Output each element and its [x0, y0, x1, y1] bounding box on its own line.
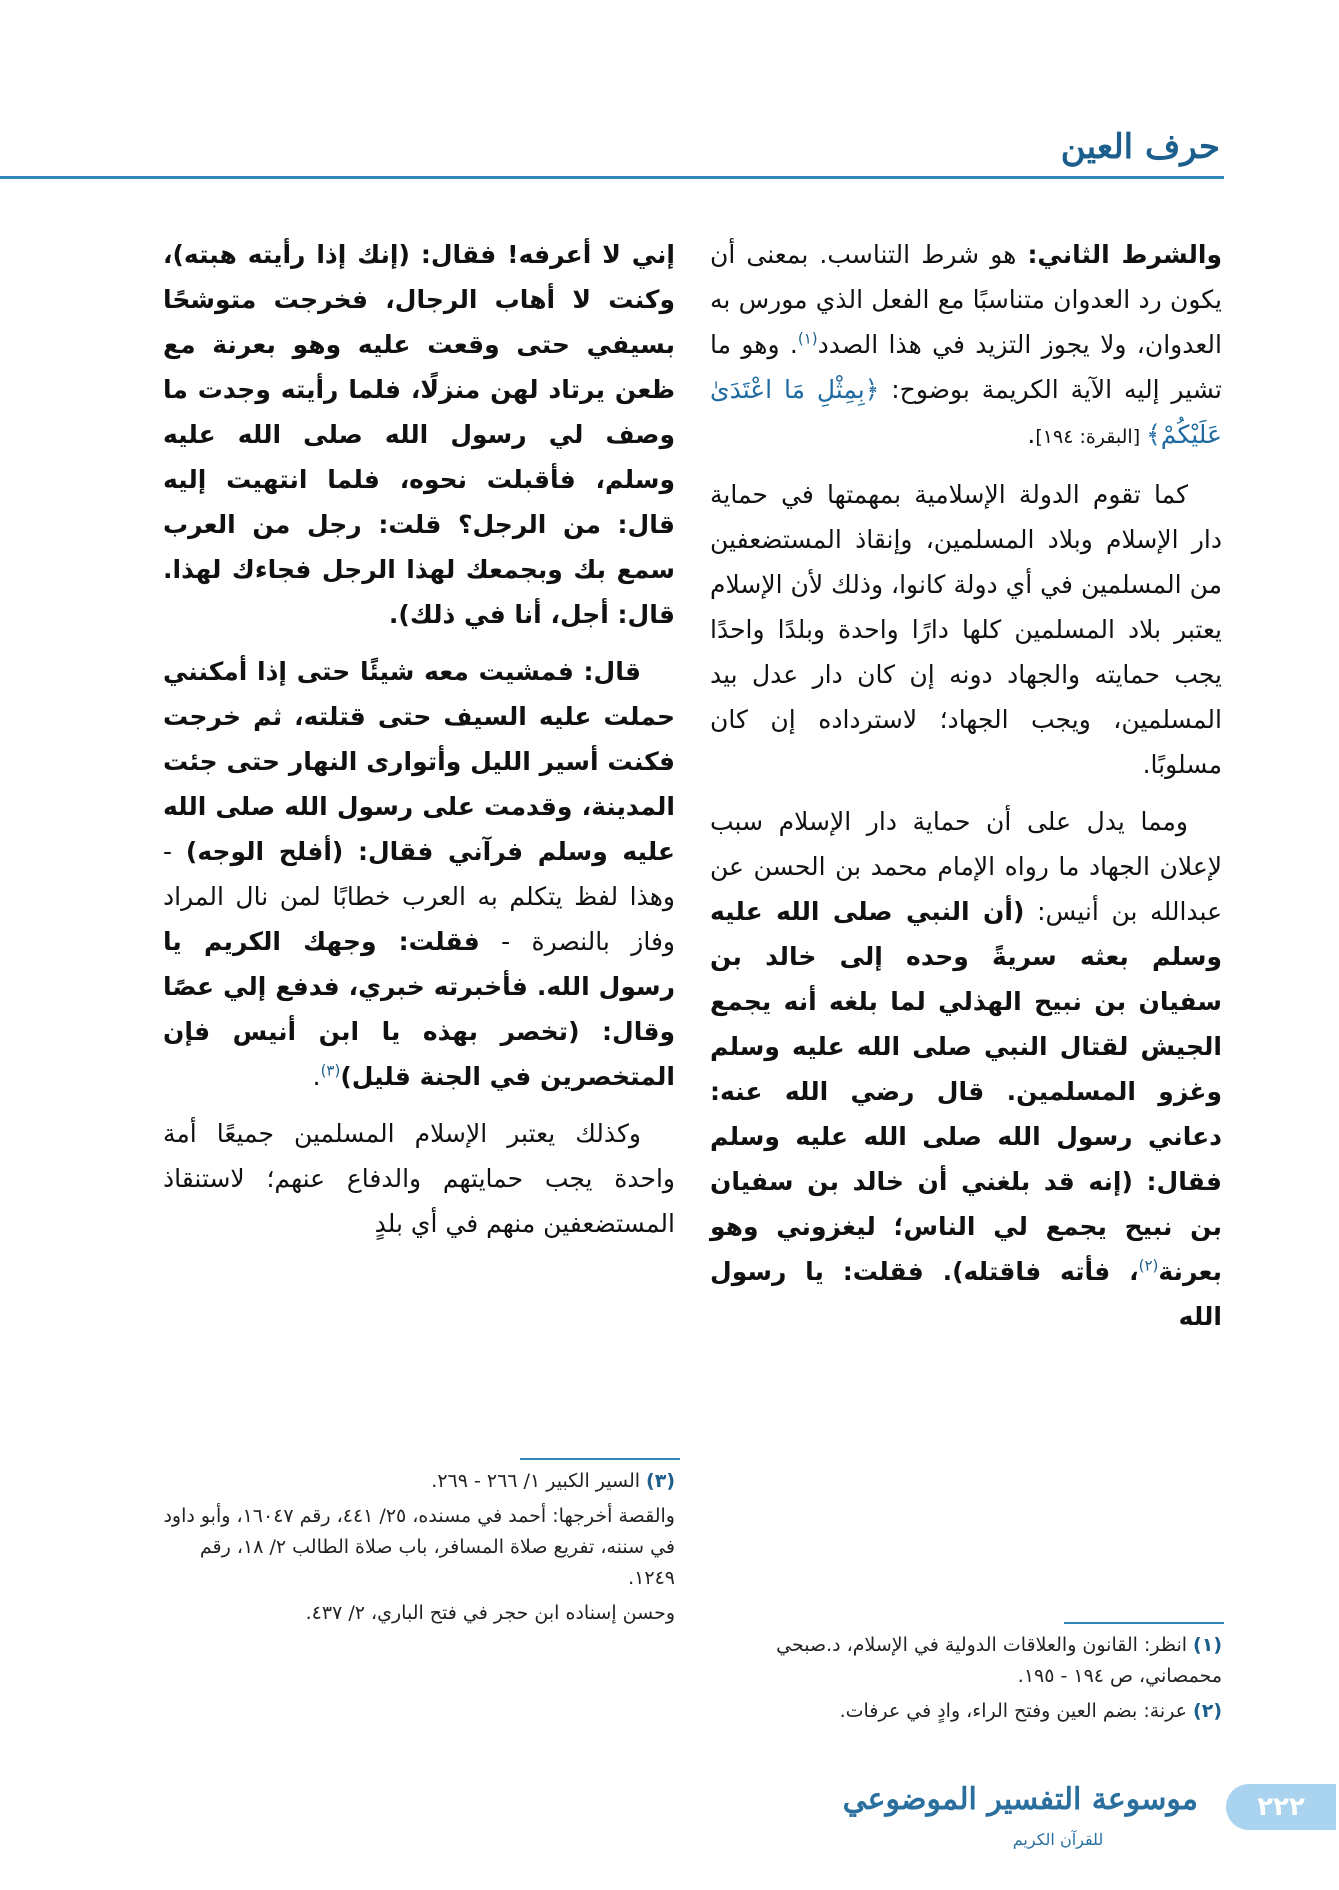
footnote-text: وحسن إسناده ابن حجر في فتح الباري، ٢/ ٤٣٧. — [305, 1602, 675, 1624]
paragraph-text: . — [312, 1062, 321, 1091]
hadith-quote: قال: فمشيت معه شيئًا حتى إذا أمكنني حملت عليه السيف حتى قتلته، ثم خرجت فكنت أسير الليل وأتوارى النهار حتى جئت المدينة، وقدمت على رسول الله صلى الله عليه وسلم فرآني فقال: (أفلح الوجه) — [163, 657, 675, 866]
paragraph-text: - وهذا لفظ يتكلم به العرب خطابًا لمن نال المراد وفاز بالنصرة - — [163, 837, 675, 956]
footnote — [163, 1466, 675, 1497]
hadith-quote: ، فأته فاقتله). فقلت: يا رسول الله — [710, 1257, 1222, 1331]
footnote-ref[interactable]: (٣) — [320, 1061, 341, 1080]
footnotes-right — [710, 1630, 1222, 1731]
logo-title: موسوعة التفسير الموضوعي — [842, 1782, 1198, 1817]
paragraph-text: . وهو ما تشير إليه الآية الكريمة بوضوح: — [710, 330, 1222, 404]
header-rule — [0, 176, 1224, 179]
footnote-number: (٢) — [1193, 1700, 1222, 1722]
left-column — [163, 232, 675, 1258]
footnotes-left — [163, 1466, 675, 1633]
logo-subtitle: للقرآن الكريم — [1012, 1830, 1104, 1849]
footnote — [163, 1501, 675, 1594]
verse-reference: [البقرة: ١٩٤] — [1035, 426, 1147, 448]
footnote — [710, 1630, 1222, 1692]
footnote-ref[interactable]: (٢) — [1138, 1256, 1159, 1275]
footnote-rule — [520, 1458, 680, 1460]
page-number: ٢٢٢ — [1226, 1784, 1336, 1830]
hadith-quote: (أن النبي صلى الله عليه وسلم بعثه سريةً وحده إلى خالد بن سفيان بن نبيح الهذلي لما بلغه أنه يجمع الجيش لقتال النبي صلى الله عليه وسلم وغزو المسلمين. قال رضي الله عنه: دعاني رسول الله صلى الله عليه وسلم فقال: (إنه قد بلغني أن خالد بن سفيان بن نبيح يجمع لي الناس؛ ليغزوني وهو بعرنة — [710, 897, 1222, 1286]
footnote-number: (١) — [1193, 1634, 1222, 1656]
paragraph-text: ومما يدل على أن حماية دار الإسلام سبب لإعلان الجهاد ما رواه الإمام محمد بن الحسن عن عبدالله بن أنيس: — [710, 807, 1222, 926]
paragraph — [710, 799, 1222, 1339]
paragraph — [710, 232, 1222, 460]
paragraph: إني لا أعرفه! فقال: (إنك إذا رأيته هبته)، وكنت لا أهاب الرجال، فخرجت متوشحًا بسيفي حتى وقعت عليه وهو بعرنة مع ظعن يرتاد لهن منزلًا، فلما رأيته وجدت ما وصف لي رسول الله صلى الله عليه وسلم، فأقبلت نحوه، فلما انتهيت إليه قال: من الرجل؟ قلت: رجل من العرب سمع بك وبجمعك لهذا الرجل فجاءك لهذا. قال: أجل، أنا في ذلك). — [163, 240, 675, 629]
footnote-number: (٣) — [646, 1470, 675, 1492]
footnote-text: عرنة: بضم العين وفتح الراء، وادٍ في عرفات. — [839, 1700, 1188, 1722]
footnote-ref[interactable]: (١) — [797, 329, 818, 348]
hadith-quote: فقلت: وجهك الكريم يا رسول الله. فأخبرته خبري، فدفع إلي عصًا وقال: (تخصر بهذه يا ابن أنيس فإن المتخصرين في الجنة قليل) — [163, 927, 675, 1091]
footnote-rule — [1064, 1622, 1224, 1624]
footnote — [710, 1696, 1222, 1727]
footnote-text: انظر: القانون والعلاقات الدولية في الإسلام، د.صبحي محمصاني، ص ١٩٤ - ١٩٥. — [776, 1634, 1222, 1687]
paragraph — [163, 649, 675, 1099]
footnote-text: والقصة أخرجها: أحمد في مسنده، ٢٥/ ٤٤١، رقم ١٦٠٤٧، وأبو داود في سننه، تفريع صلاة المسافر، باب صلاة الطالب ٢/ ١٨، رقم ١٢٤٩. — [163, 1505, 675, 1589]
paragraph-text: هو شرط التناسب. بمعنى أن يكون رد العدوان متناسبًا مع الفعل الذي مورس به العدوان، ولا يجوز التزيد في هذا الصدد — [710, 240, 1222, 359]
quran-verse: ﴿بِمِثْلِ مَا اعْتَدَىٰ عَلَيْكُمْ﴾ — [710, 375, 1222, 449]
paragraph: كما تقوم الدولة الإسلامية بمهمتها في حماية دار الإسلام وبلاد المسلمين، وإنقاذ المستضعفين من المسلمين في أي دولة كانوا، وذلك لأن الإسلام يعتبر بلاد المسلمين كلها دارًا واحدة وبلدًا واحدًا يجب حمايته والجهاد دونه إن كان دار عدل بيد المسلمين، ويجب الجهاد؛ لاسترداده إن كان مسلوبًا. — [710, 480, 1222, 779]
footnote-text: السير الكبير ١/ ٢٦٦ - ٢٦٩. — [431, 1470, 641, 1492]
right-column — [710, 232, 1222, 1351]
paragraph-text: . — [1027, 420, 1036, 449]
paragraph-lead: والشرط الثاني: — [1027, 240, 1222, 269]
encyclopedia-logo — [842, 1772, 1198, 1870]
paragraph: وكذلك يعتبر الإسلام المسلمين جميعًا أمة واحدة يجب حمايتهم والدفاع عنهم؛ لاستنقاذ المستضعفين منهم في أي بلدٍ — [163, 1119, 675, 1238]
chapter-title: حرف العين — [1060, 127, 1220, 167]
footnote — [163, 1598, 675, 1629]
